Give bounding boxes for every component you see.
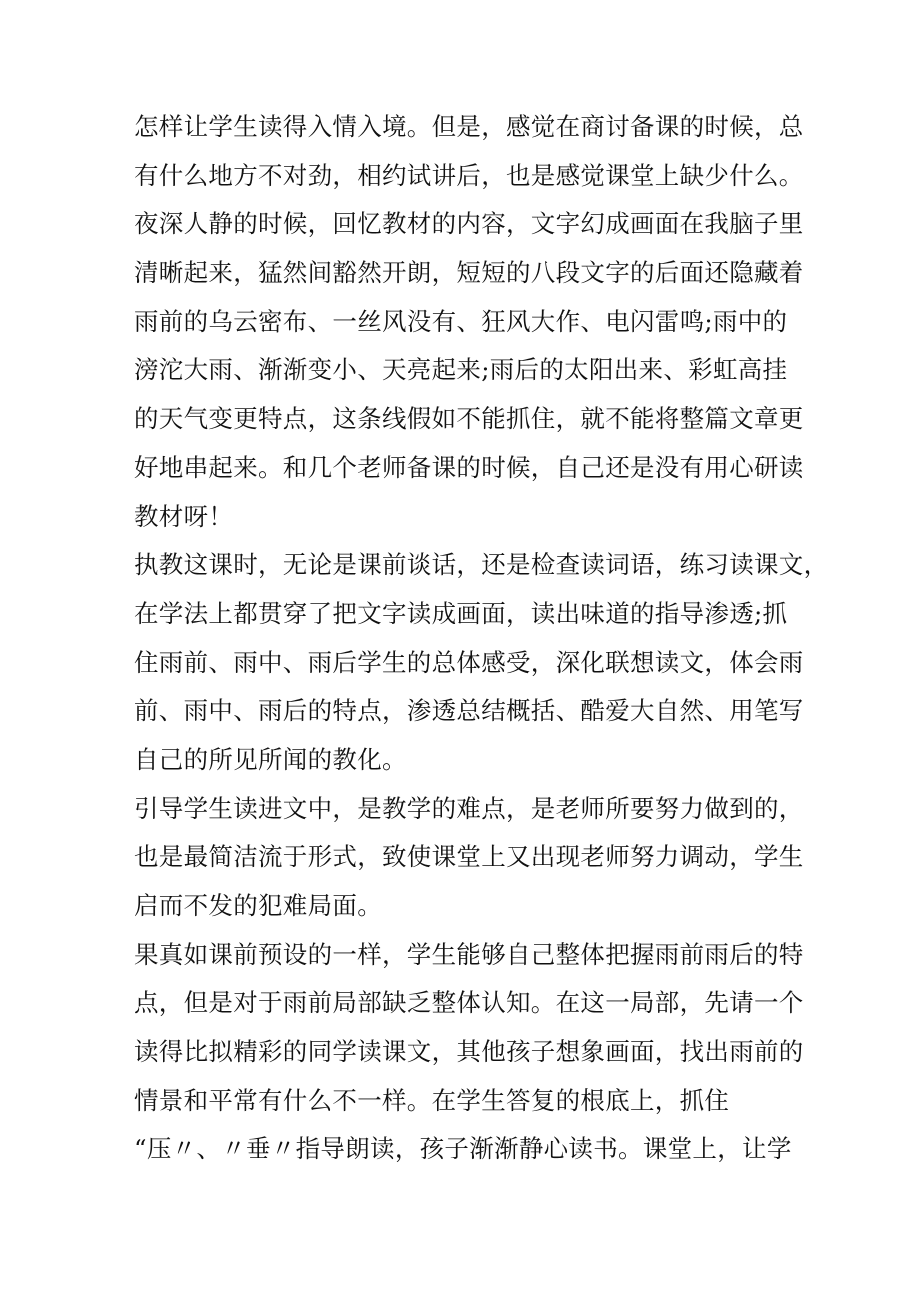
text-line: 引导学生读进文中，是教学的难点，是老师所要努力做到的，: [134, 793, 804, 823]
text-line: 的天气变更特点，这条线假如不能抓住，就不能将整篇文章更: [134, 404, 804, 434]
text-line: 雨前的乌云密布、一丝风没有、狂风大作、电闪雷鸣;雨中的: [134, 306, 788, 336]
text-line: 启而不发的犯难局面。: [134, 891, 382, 920]
text-line: 执教这课时，无论是课前谈话，还是检查读词语，练习读课文，: [134, 550, 829, 580]
text-line: “压〃、〃垂〃指导朗读，孩子渐渐静心读书。课堂上，让学: [134, 1134, 792, 1164]
text-line: 有什么地方不对劲，相约试讲后，也是感觉课堂上缺少什么。: [134, 160, 804, 190]
text-line: 情景和平常有什么不一样。在学生答复的根底上，抓住: [134, 1085, 730, 1115]
text-line: 自己的所见所闻的教化。: [134, 744, 407, 774]
text-line: 怎样让学生读得入情入境。但是，感觉在商讨备课的时候，总: [134, 112, 804, 141]
text-line: 夜深人静的时候，回忆教材的内容，文字幻成画面在我脑子里: [134, 209, 804, 239]
text-line: 教材呀！: [134, 501, 234, 531]
text-line: 清晰起来，猛然间豁然开朗，短短的八段文字的后面还隐藏着: [134, 258, 804, 288]
text-line: 好地串起来。和几个老师备课的时候，自己还是没有用心研读: [134, 452, 804, 482]
text-line: 点，但是对于雨前局部缺乏整体认知。在这一局部，先请一个: [134, 988, 804, 1018]
text-line: 读得比拟精彩的同学读课文，其他孩子想象画面，找出雨前的: [134, 1037, 804, 1067]
text-line: 滂沱大雨、渐渐变小、天亮起来;雨后的太阳出来、彩虹高挂: [134, 355, 788, 385]
text-line: 在学法上都贯穿了把文字读成画面，读出味道的指导渗透;抓: [134, 598, 788, 628]
text-line: 住雨前、雨中、雨后学生的总体感受，深化联想读文，体会雨: [134, 647, 804, 677]
document-body-text: [134, 103, 829, 1174]
text-line: 果真如课前预设的一样，学生能够自己整体把握雨前雨后的特: [134, 939, 804, 969]
text-line: 也是最简洁流于形式，致使课堂上又出现老师努力调动，学生: [134, 842, 804, 872]
text-line: 前、雨中、雨后的特点，渗透总结概括、酷爱大自然、用笔写: [134, 696, 804, 726]
